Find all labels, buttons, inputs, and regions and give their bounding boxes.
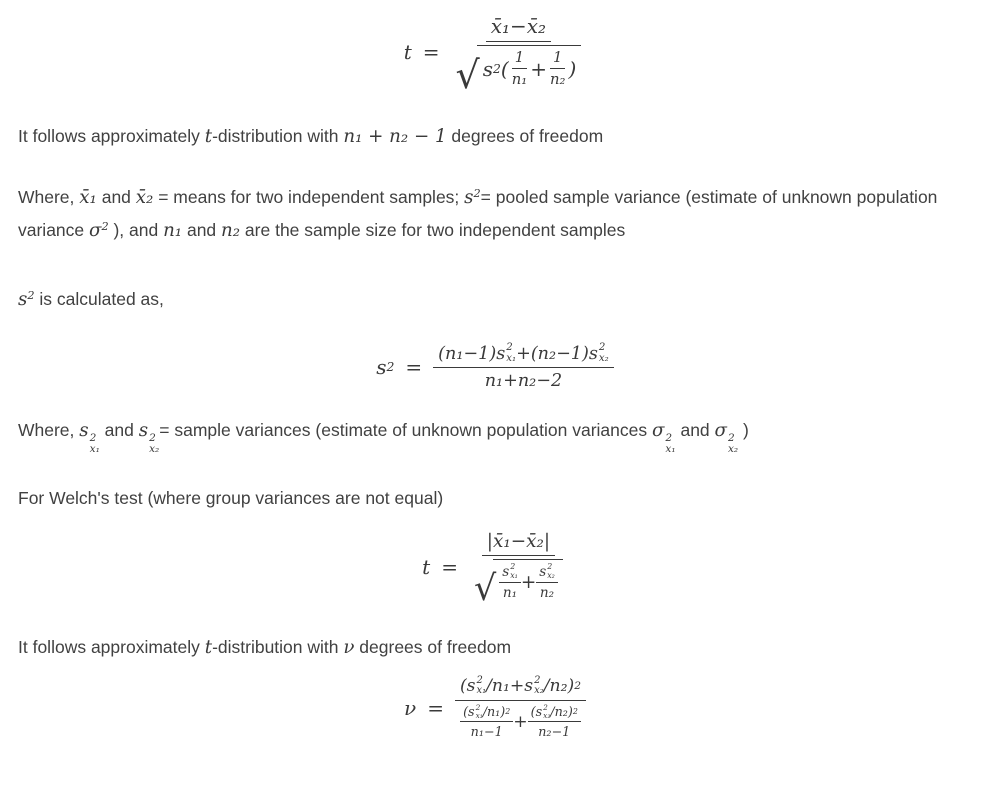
fraction-numerator: 1 [550, 49, 565, 69]
math-token: s [535, 704, 543, 720]
math-equals: = [405, 355, 423, 380]
text-run: and [675, 420, 715, 441]
text-run: It follows approximately [18, 126, 205, 146]
inline-math-xbar2: x̄₂ [135, 187, 154, 208]
inline-math-sigma-squared [89, 220, 109, 241]
math-superscript: 2 [534, 674, 541, 686]
sup-sub-stack [665, 433, 675, 455]
math-subscript: x₂ [543, 710, 551, 720]
math-subscript: x₂ [727, 443, 739, 456]
math-superscript: 2 [149, 432, 156, 445]
fraction [499, 563, 521, 601]
fraction-denominator: n₂ [549, 71, 566, 88]
fraction [433, 343, 614, 391]
paragraph-variance-definitions [18, 414, 972, 455]
sup-sub-stack [90, 433, 100, 455]
text-run: and [96, 187, 136, 207]
inline-math-n1: n₁ [163, 220, 183, 241]
text-run: Where, [18, 420, 80, 441]
text-run: = pooled sample variance (estimate of unknown population variance [18, 187, 938, 240]
math-subscript: x₂ [149, 443, 160, 456]
inline-math-xbar1: x̄₁ [79, 187, 97, 208]
inline-math-nu: ν [343, 636, 355, 658]
math-subscript: x₁ [510, 570, 518, 580]
math-token: +(n₂−1)s [516, 343, 598, 364]
inline-math-s-squared [464, 187, 481, 208]
math-operator: + [520, 571, 537, 593]
text-run: degrees of freedom [354, 636, 512, 657]
radical-icon: √ [473, 569, 497, 610]
sup-sub-stack [477, 676, 487, 697]
math-superscript: 2 [727, 432, 735, 445]
radicand: s 2 ( $\frac{1}{\text{n₁}}$ + $\frac{1}{\text{n₂}}$ ) [477, 45, 581, 89]
fraction-numerator: x̄₁−x̄₂ [486, 14, 551, 42]
math-token: ν [404, 695, 417, 720]
square-root [455, 45, 582, 97]
fraction-denominator: n₂−1 [538, 724, 571, 740]
fraction-numerator: ( s 2 x₁ /n₁) 2 [460, 704, 513, 722]
math-superscript: 2 [89, 432, 97, 445]
math-subscript: x₁ [506, 352, 517, 364]
paragraph-s2-intro [18, 283, 972, 316]
math-superscript: 2 [506, 342, 513, 353]
paragraph-df-welch [18, 631, 972, 664]
sup-sub-stack [149, 433, 159, 455]
inline-math-s2x2 [138, 420, 160, 456]
sup-sub-stack [599, 343, 609, 364]
math-equals: = [422, 39, 440, 64]
math-superscript: 2 [475, 702, 481, 712]
inline-math-n2: n₂ [221, 220, 241, 241]
fraction-denominator [469, 556, 568, 610]
math-equals: = [427, 695, 444, 720]
math-superscript: 2 [598, 342, 606, 353]
math-superscript: 2 [27, 288, 35, 302]
fraction-denominator: n₂ [539, 584, 555, 601]
math-superscript: 2 [665, 432, 673, 445]
fraction-denominator [451, 42, 587, 97]
text-run: and [99, 420, 139, 441]
text-run: are the sample size for two independent samples [240, 220, 626, 240]
math-token: s [502, 563, 510, 580]
math-token: t [422, 554, 431, 579]
radical-icon: √ [455, 52, 480, 97]
inline-math-s2x1 [79, 420, 100, 456]
radicand [493, 559, 563, 602]
math-token: s [464, 187, 474, 208]
math-token: s [376, 355, 387, 380]
math-token: s [138, 420, 149, 442]
math-token: /n₁) [482, 704, 506, 720]
math-token: s [482, 56, 494, 81]
fraction-denominator: n₁ [511, 71, 528, 88]
fraction [528, 704, 581, 739]
math-token: σ [714, 420, 727, 442]
math-token: (n₁−1)s [438, 343, 506, 364]
paragraph-definitions [18, 181, 972, 247]
math-superscript: 2 [476, 674, 483, 686]
math-paren: ( [459, 676, 467, 697]
math-subscript: x₁ [476, 685, 487, 697]
text-run: is calculated as, [34, 289, 164, 309]
fraction [536, 563, 558, 601]
fraction [451, 14, 587, 97]
text-run: -distribution with [212, 126, 344, 146]
math-subscript: x₁ [89, 443, 100, 456]
math-token: s [18, 289, 28, 310]
fraction-denominator: n₁ [502, 584, 518, 601]
text-run: and [182, 220, 222, 240]
text-run: Where, [18, 187, 80, 207]
fraction [547, 49, 568, 88]
sup-sub-stack [476, 704, 483, 719]
math-subscript: x₂ [598, 352, 609, 364]
math-equals: = [441, 554, 458, 579]
sup-sub-stack [728, 433, 738, 455]
text-run: ) [738, 420, 749, 441]
text-run: It follows approximately [18, 636, 205, 657]
math-paren: ( [500, 56, 509, 81]
fraction [469, 531, 568, 610]
math-subscript: x₁ [475, 710, 483, 720]
text-run: ), and [108, 220, 164, 240]
text-run: = means for two independent samples; [153, 187, 465, 207]
sup-sub-stack [534, 676, 544, 697]
formula-pooled-t-statistic [18, 14, 972, 97]
math-token: /n₂) [543, 676, 575, 697]
math-token: σ [89, 220, 102, 241]
math-operator: + [530, 56, 547, 81]
inline-math-t: t [204, 636, 213, 658]
formula-pooled-variance: s 2 = (n₁−1)s 2 x₁ +(n₂−1)s 2 x₂ n₁+n₂−2 [18, 343, 972, 391]
math-paren: ( [530, 704, 536, 720]
math-subscript: x₂ [547, 570, 555, 580]
square-root [473, 559, 563, 610]
inline-math-df: n₁ + n₂ − 1 [343, 126, 447, 147]
sup-sub-stack [506, 343, 516, 364]
fraction-numerator: 1 [512, 49, 527, 69]
fraction-numerator: ( s 2 x₂ /n₂) 2 [528, 704, 581, 722]
math-token: s [79, 420, 89, 442]
math-token: /n₂) [550, 704, 573, 720]
math-token: s [524, 676, 534, 697]
text-run: For Welch's test (where group variances are not equal) [18, 488, 444, 509]
math-token: s [466, 676, 476, 697]
fraction-numerator: ( s 2 x₁ /n₁+ s 2 x₂ /n₂) 2 [455, 676, 586, 701]
fraction [509, 49, 530, 88]
fraction-numerator [536, 563, 558, 583]
math-token: s [468, 704, 475, 720]
sup-sub-stack [510, 563, 518, 580]
paragraph-welch-intro [18, 482, 972, 515]
math-paren: ( [463, 704, 469, 720]
fraction-numerator: |x̄₁−x̄₂| [482, 531, 555, 556]
fraction-numerator [499, 563, 521, 583]
math-superscript: 2 [101, 219, 109, 233]
fraction-denominator: n₁+n₂−2 [484, 371, 563, 392]
math-superscript: 2 [510, 562, 516, 572]
text-run: -distribution with [212, 636, 344, 657]
fraction [455, 676, 586, 739]
text-run: = sample variances (estimate of unknown population variances [159, 420, 652, 441]
fraction-denominator [455, 701, 586, 739]
text-run: degrees of freedom [446, 126, 604, 146]
math-token: σ [651, 420, 665, 442]
fraction [460, 704, 513, 739]
math-superscript: 2 [543, 702, 548, 712]
math-operator: + [513, 711, 528, 732]
inline-math-sigma2x2 [714, 420, 739, 456]
inline-math-t: t [204, 126, 213, 147]
formula-welch-df [18, 676, 972, 739]
math-superscript: 2 [473, 186, 481, 200]
inline-math-sigma2x1 [651, 420, 676, 456]
fraction-numerator [433, 343, 614, 368]
paragraph-df-pooled [18, 120, 972, 153]
math-token: /n₁+ [486, 676, 525, 697]
math-subscript: x₂ [534, 685, 544, 697]
math-paren: ) [568, 56, 577, 81]
math-token: s [539, 563, 547, 580]
math-superscript: 2 [547, 562, 553, 572]
formula-welch-t-statistic [18, 531, 972, 610]
fraction-denominator: n₁−1 [470, 724, 503, 740]
sup-sub-stack [547, 563, 555, 580]
math-subscript: x₁ [665, 443, 676, 456]
inline-math-s-squared [18, 289, 35, 310]
math-token: t [403, 39, 412, 64]
